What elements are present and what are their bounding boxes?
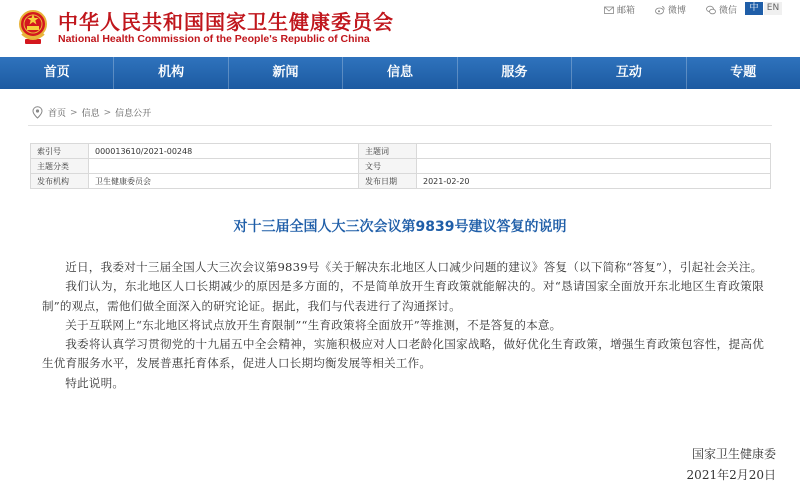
mail-link-label: 邮箱 bbox=[617, 6, 636, 16]
article-paragraph: 关于互联网上“东北地区将试点放开生育限制”“生育政策将全面放开”等推测，不是答复的本意。 bbox=[65, 317, 562, 332]
breadcrumb-disclosure[interactable]: 信息公开 bbox=[115, 109, 152, 119]
top-links bbox=[604, 3, 737, 16]
category-value bbox=[89, 159, 359, 174]
table-row bbox=[31, 159, 771, 174]
site-header bbox=[0, 0, 800, 57]
table-row bbox=[31, 144, 771, 159]
nav-item-home[interactable]: 首页 bbox=[0, 57, 114, 89]
national-emblem-icon[interactable] bbox=[18, 4, 48, 48]
mail-icon bbox=[604, 5, 614, 15]
table-row bbox=[31, 174, 771, 189]
wechat-link[interactable] bbox=[706, 3, 737, 16]
date-value: 2021-02-20 bbox=[417, 174, 771, 189]
breadcrumb-information[interactable]: 信息 bbox=[81, 109, 100, 119]
site-title-cn[interactable]: 中华人民共和国国家卫生健康委员会 bbox=[58, 10, 394, 34]
nav-item-services[interactable]: 服务 bbox=[458, 57, 572, 89]
keyword-label: 主题词 bbox=[359, 144, 417, 159]
article-paragraph: 我委将认真学习贯彻党的十九届五中全会精神，实施积极应对人口老龄化国家战略，做好优化生育政策，增强生育政策包容性，提高优生优育服务水平，发展普惠托育体系，促进人口长期均衡发展等相关工作。 bbox=[42, 337, 764, 371]
site-title-en: National Health Commission of the People's Republic of China bbox=[58, 33, 370, 45]
keyword-value bbox=[417, 144, 771, 159]
location-pin-icon bbox=[32, 106, 43, 119]
nav-item-interaction[interactable]: 互动 bbox=[572, 57, 686, 89]
document-info-table bbox=[30, 143, 771, 189]
date-label: 发布日期 bbox=[359, 174, 417, 189]
lang-en-button[interactable]: EN bbox=[764, 2, 782, 15]
weibo-link[interactable] bbox=[655, 3, 686, 16]
main-nav bbox=[0, 57, 800, 89]
signature-org: 国家卫生健康委 bbox=[691, 447, 776, 461]
article-body bbox=[42, 258, 764, 393]
issuer-value: 卫生健康委员会 bbox=[89, 174, 359, 189]
article-signature bbox=[687, 444, 776, 486]
index-value: 000013610/2021-00248 bbox=[89, 144, 359, 159]
breadcrumb-home[interactable]: 首页 bbox=[48, 109, 67, 119]
lang-cn-button[interactable]: 中 bbox=[745, 2, 763, 15]
doc-no-value bbox=[417, 159, 771, 174]
article-paragraph: 特此说明。 bbox=[65, 375, 125, 390]
wechat-icon bbox=[706, 5, 716, 15]
index-label: 索引号 bbox=[31, 144, 89, 159]
mail-link[interactable] bbox=[604, 3, 635, 16]
doc-no-label: 文号 bbox=[359, 159, 417, 174]
breadcrumb-separator: > bbox=[103, 107, 112, 118]
signature-date: 2021年2月20日 bbox=[686, 468, 776, 482]
breadcrumb-separator: > bbox=[70, 107, 78, 118]
weibo-link-label: 微博 bbox=[668, 6, 687, 16]
nav-item-information[interactable]: 信息 bbox=[343, 57, 457, 89]
article-paragraph: 我们认为，东北地区人口长期减少的原因是多方面的，不是简单放开生育政策就能解决的。对“恳请国家全面放开东北地区生育政策限制”的观点，需他们做全面深入的研究论证。据此，我们与代表进行了沟通探讨。 bbox=[42, 279, 764, 313]
wechat-link-label: 微信 bbox=[719, 6, 738, 16]
weibo-icon bbox=[655, 5, 665, 15]
article-title: 对十三届全国人大三次会议第9839号建议答复的说明 bbox=[233, 219, 567, 235]
category-label: 主题分类 bbox=[31, 159, 89, 174]
nav-item-organization[interactable]: 机构 bbox=[114, 57, 228, 89]
issuer-label: 发布机构 bbox=[31, 174, 89, 189]
article-paragraph: 近日，我委对十三届全国人大三次会议第9839号《关于解决东北地区人口减少问题的建议》答复（以下简称“答复”），引起社会关注。 bbox=[65, 260, 763, 274]
nav-item-topics[interactable]: 专题 bbox=[730, 65, 757, 80]
nav-item-news[interactable]: 新闻 bbox=[229, 57, 343, 89]
breadcrumb bbox=[28, 100, 772, 126]
